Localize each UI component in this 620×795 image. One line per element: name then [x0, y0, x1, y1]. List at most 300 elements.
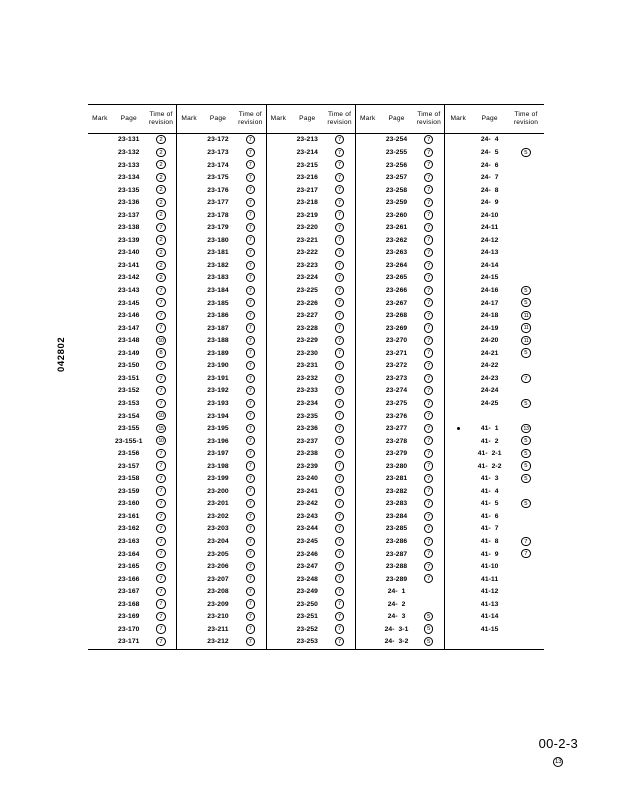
page-number-text: 23-228 [296, 324, 318, 332]
cell-mark [177, 536, 201, 549]
circled-revision-number: 11 [521, 336, 530, 345]
circled-revision-number: 7 [424, 386, 433, 395]
cell-mark [445, 260, 472, 273]
cell-time-of-revision [508, 210, 544, 223]
circled-revision-number: 8 [156, 348, 165, 357]
cell-time-of-revision [235, 511, 266, 524]
circled-revision-number: 7 [246, 160, 255, 169]
cell-time-of-revision [146, 624, 177, 637]
cell-mark [445, 448, 472, 461]
cell-mark [355, 360, 379, 373]
cell-time-of-revision [414, 523, 445, 536]
page-number-text: 23-231 [296, 362, 318, 370]
circled-revision-number: 7 [335, 386, 344, 395]
page-number-text: 23-200 [207, 487, 229, 495]
cell-page-number [290, 549, 324, 562]
cell-page-number [380, 536, 414, 549]
header-mark-3: Mark [266, 105, 290, 133]
cell-time-of-revision [235, 335, 266, 348]
cell-page-number [380, 398, 414, 411]
cell-time-of-revision [146, 599, 177, 612]
circled-revision-number: 7 [156, 486, 165, 495]
cell-page-number [201, 624, 235, 637]
table-row [88, 260, 544, 273]
circled-revision-number: 7 [156, 549, 165, 558]
circled-revision-number: 7 [424, 499, 433, 508]
page-number-text: 23-262 [385, 236, 408, 244]
page-number-text: 23-145 [118, 299, 140, 307]
header-page-4: Page [388, 115, 405, 123]
cell-mark [177, 134, 201, 147]
cell-page-number [201, 385, 235, 398]
cell-time-of-revision [146, 272, 177, 285]
cell-page-number [471, 147, 508, 160]
circled-revision-number: 7 [335, 311, 344, 320]
cell-time-of-revision [146, 260, 177, 273]
cell-mark [88, 272, 112, 285]
circled-revision-number: 7 [335, 336, 344, 345]
cell-time-of-revision [508, 436, 544, 449]
cell-time-of-revision [146, 561, 177, 574]
cell-time-of-revision [414, 160, 445, 173]
cell-time-of-revision [235, 448, 266, 461]
circled-revision-number: 7 [424, 210, 433, 219]
cell-time-of-revision [235, 298, 266, 311]
cell-page-number [380, 172, 414, 185]
page-number-text: 23-217 [296, 186, 318, 194]
margin-document-code: 042802 [56, 336, 67, 372]
cell-page-number [471, 260, 508, 273]
page-number-text: 23-209 [207, 600, 229, 608]
cell-time-of-revision [324, 536, 355, 549]
cell-page-number [201, 272, 235, 285]
page-number-text: 23-184 [207, 287, 229, 295]
cell-page-number [290, 636, 324, 649]
page-number-text: 23-133 [118, 161, 140, 169]
cell-page-number [380, 523, 414, 536]
cell-page-number [290, 498, 324, 511]
cell-time-of-revision [235, 411, 266, 424]
page-number-text: 23-222 [296, 249, 318, 257]
page-number-text: 23-287 [385, 550, 408, 558]
circled-revision-number: 2 [156, 198, 165, 207]
page-number-text: 23-149 [118, 349, 140, 357]
page-number-text: 23-234 [296, 399, 318, 407]
cell-page-number [471, 561, 508, 574]
cell-time-of-revision [146, 285, 177, 298]
cell-mark [266, 285, 290, 298]
page-number-text: 24- 9 [480, 199, 499, 207]
cell-mark [355, 448, 379, 461]
cell-time-of-revision [508, 197, 544, 210]
cell-mark [266, 335, 290, 348]
cell-page-number [290, 411, 324, 424]
cell-time-of-revision [324, 260, 355, 273]
page-number-text: 23-270 [385, 337, 408, 345]
cell-page-number [471, 172, 508, 185]
cell-mark [177, 385, 201, 398]
cell-page-number [380, 611, 414, 624]
cell-time-of-revision [414, 385, 445, 398]
circled-revision-number: 7 [246, 486, 255, 495]
cell-time-of-revision [508, 348, 544, 361]
cell-page-number [201, 134, 235, 147]
page-number-text: 23-213 [296, 136, 318, 144]
page-number-text: 23-259 [385, 199, 408, 207]
cell-page-number [201, 436, 235, 449]
cell-page-number [290, 210, 324, 223]
cell-page-number [290, 160, 324, 173]
circled-revision-number: 7 [246, 148, 255, 157]
cell-page-number [471, 222, 508, 235]
cell-page-number [201, 160, 235, 173]
cell-time-of-revision [508, 599, 544, 612]
cell-time-of-revision [414, 436, 445, 449]
page-number-text: 23-158 [118, 475, 140, 483]
header-mark-4: Mark [355, 105, 379, 133]
footer-revision-marker [539, 753, 578, 771]
table-row [88, 210, 544, 223]
page-number-text: 23-191 [207, 374, 229, 382]
cell-page-number [201, 210, 235, 223]
table-row [88, 586, 544, 599]
cell-mark [88, 222, 112, 235]
cell-page-number [471, 536, 508, 549]
cell-time-of-revision [324, 360, 355, 373]
cell-mark [445, 323, 472, 336]
cell-time-of-revision [414, 323, 445, 336]
cell-time-of-revision [324, 348, 355, 361]
cell-page-number [201, 498, 235, 511]
circled-revision-number: 7 [335, 549, 344, 558]
cell-page-number [380, 160, 414, 173]
cell-time-of-revision [508, 147, 544, 160]
cell-mark [88, 172, 112, 185]
cell-mark [88, 235, 112, 248]
circled-revision-number: 5 [521, 449, 530, 458]
cell-time-of-revision [508, 461, 544, 474]
cell-time-of-revision [508, 448, 544, 461]
cell-time-of-revision [235, 611, 266, 624]
circled-revision-number: 7 [335, 562, 344, 571]
table-row [88, 134, 544, 147]
header-revision-4 [414, 105, 445, 133]
circled-revision-number: 7 [246, 235, 255, 244]
circled-revision-number: 7 [156, 474, 165, 483]
circled-revision-number: 7 [424, 198, 433, 207]
page-number-text: 23-225 [296, 287, 318, 295]
cell-page-number [112, 335, 146, 348]
table-row [88, 285, 544, 298]
cell-time-of-revision [324, 310, 355, 323]
cell-time-of-revision [324, 373, 355, 386]
cell-mark [355, 147, 379, 160]
cell-mark [177, 235, 201, 248]
cell-time-of-revision [324, 210, 355, 223]
cell-page-number [380, 574, 414, 587]
table-row [88, 373, 544, 386]
cell-page-number [290, 222, 324, 235]
cell-mark [355, 549, 379, 562]
cell-page-number [380, 423, 414, 436]
page-number-text: 23-252 [296, 625, 318, 633]
cell-time-of-revision [324, 411, 355, 424]
cell-time-of-revision [146, 210, 177, 223]
cell-page-number [290, 247, 324, 260]
cell-page-number [112, 185, 146, 198]
cell-page-number [290, 147, 324, 160]
cell-page-number [290, 235, 324, 248]
circled-revision-number: 7 [246, 273, 255, 282]
cell-time-of-revision [146, 335, 177, 348]
cell-mark [355, 536, 379, 549]
circled-revision-number: 7 [335, 624, 344, 633]
effective-pages-body-table [88, 134, 544, 648]
header-revision-line2-5: revision [513, 119, 539, 127]
cell-mark [445, 285, 472, 298]
circled-revision-number: 7 [156, 637, 165, 646]
page-number-text: 23-199 [207, 475, 229, 483]
cell-page-number [112, 310, 146, 323]
circled-revision-number: 2 [156, 135, 165, 144]
cell-mark [266, 272, 290, 285]
cell-mark [88, 611, 112, 624]
cell-page-number [112, 398, 146, 411]
cell-page-number [290, 599, 324, 612]
cell-page-number [290, 373, 324, 386]
cell-time-of-revision [414, 134, 445, 147]
cell-page-number [112, 586, 146, 599]
page-number-text: 23-161 [118, 512, 140, 520]
table-row [88, 461, 544, 474]
page-number-text: 23-147 [118, 324, 140, 332]
table-row [88, 411, 544, 424]
cell-time-of-revision [508, 624, 544, 637]
cell-page-number [290, 448, 324, 461]
cell-mark [355, 210, 379, 223]
circled-revision-number: 7 [246, 612, 255, 621]
cell-mark [355, 197, 379, 210]
circled-revision-number: 7 [246, 286, 255, 295]
cell-mark [445, 461, 472, 474]
cell-time-of-revision [324, 511, 355, 524]
circled-revision-number: 7 [246, 348, 255, 357]
table-row [88, 298, 544, 311]
page-number-text: 23-192 [207, 387, 229, 395]
cell-mark [266, 360, 290, 373]
cell-mark [88, 197, 112, 210]
cell-time-of-revision [324, 285, 355, 298]
cell-page-number [290, 423, 324, 436]
circled-revision-number: 7 [156, 449, 165, 458]
page-number-text: 23-218 [296, 199, 318, 207]
cell-time-of-revision [324, 574, 355, 587]
cell-page-number [290, 398, 324, 411]
cell-page-number [380, 624, 414, 637]
cell-page-number [112, 436, 146, 449]
cell-mark [355, 636, 379, 649]
header-revision-line2-1: revision [148, 119, 174, 127]
cell-mark [88, 160, 112, 173]
cell-time-of-revision [414, 235, 445, 248]
cell-time-of-revision [146, 611, 177, 624]
cell-mark [355, 222, 379, 235]
footer-page-identifier: 00-2-3 [538, 736, 578, 751]
cell-page-number [201, 549, 235, 562]
page-number-text: 23-165 [118, 563, 140, 571]
circled-revision-number: 7 [335, 235, 344, 244]
cell-mark [445, 172, 472, 185]
cell-page-number [112, 385, 146, 398]
cell-mark [445, 310, 472, 323]
cell-time-of-revision [235, 310, 266, 323]
page-number-text: 23-208 [207, 588, 229, 596]
circled-revision-number: 7 [156, 499, 165, 508]
cell-time-of-revision [508, 411, 544, 424]
cell-page-number [112, 323, 146, 336]
cell-mark [88, 285, 112, 298]
cell-time-of-revision [414, 197, 445, 210]
page-number-text: 23-186 [207, 312, 229, 320]
page-number-text: 23-156 [118, 450, 140, 458]
circled-revision-number: 7 [246, 574, 255, 583]
cell-time-of-revision [508, 185, 544, 198]
cell-page-number [290, 310, 324, 323]
table-row [88, 536, 544, 549]
cell-time-of-revision [414, 360, 445, 373]
page-number-text: 23-168 [118, 600, 140, 608]
cell-page-number [201, 285, 235, 298]
header-page-3: Page [299, 115, 316, 123]
cell-mark [88, 210, 112, 223]
cell-mark [88, 461, 112, 474]
cell-mark [355, 411, 379, 424]
circled-revision-number: 7 [335, 298, 344, 307]
cell-page-number [290, 197, 324, 210]
circled-revision-number: 7 [335, 198, 344, 207]
cell-time-of-revision [146, 385, 177, 398]
page-number-text: 23-242 [296, 500, 318, 508]
cell-mark [88, 423, 112, 436]
cell-time-of-revision [235, 260, 266, 273]
cell-page-number [380, 134, 414, 147]
page-number-text: 23-251 [296, 613, 318, 621]
page-number-text: 23-227 [296, 312, 318, 320]
circled-revision-number: 7 [335, 348, 344, 357]
cell-page-number [112, 448, 146, 461]
cell-page-number [471, 247, 508, 260]
cell-mark [355, 285, 379, 298]
cell-page-number [112, 360, 146, 373]
cell-mark [88, 523, 112, 536]
circled-revision-number: 7 [246, 399, 255, 408]
cell-time-of-revision [324, 335, 355, 348]
cell-page-number [201, 411, 235, 424]
table-row [88, 323, 544, 336]
circled-revision-number: 7 [424, 323, 433, 332]
cell-mark [177, 323, 201, 336]
page-number-text: 23-141 [118, 261, 140, 269]
page-number-text: 23-151 [118, 374, 140, 382]
table-row [88, 360, 544, 373]
cell-page-number [201, 536, 235, 549]
cell-time-of-revision [235, 348, 266, 361]
cell-time-of-revision [324, 247, 355, 260]
cell-mark [177, 574, 201, 587]
cell-mark [177, 611, 201, 624]
cell-page-number [471, 486, 508, 499]
cell-page-number [380, 461, 414, 474]
page-number-text: 23-179 [207, 224, 229, 232]
cell-page-number [112, 549, 146, 562]
cell-page-number [201, 185, 235, 198]
cell-time-of-revision [146, 373, 177, 386]
page-number-text: 23-233 [296, 387, 318, 395]
header-revision-line1-2: Time of [238, 111, 262, 118]
cell-time-of-revision [324, 160, 355, 173]
circled-revision-number: 7 [335, 612, 344, 621]
table-row [88, 310, 544, 323]
cell-time-of-revision [414, 611, 445, 624]
page-number-text: 41- 9 [480, 550, 499, 558]
cell-page-number [290, 523, 324, 536]
cell-mark [266, 134, 290, 147]
table-row [88, 511, 544, 524]
cell-mark [266, 448, 290, 461]
cell-mark [445, 385, 472, 398]
cell-time-of-revision [146, 235, 177, 248]
cell-time-of-revision [146, 473, 177, 486]
cell-time-of-revision [508, 511, 544, 524]
cell-mark [355, 335, 379, 348]
cell-time-of-revision [146, 461, 177, 474]
cell-page-number [112, 624, 146, 637]
cell-mark [355, 298, 379, 311]
circled-revision-number: 7 [335, 486, 344, 495]
page-number-text: 23-272 [385, 362, 408, 370]
page-number-text: 23-263 [385, 249, 408, 257]
cell-mark [355, 134, 379, 147]
circled-revision-number: 7 [424, 449, 433, 458]
cell-time-of-revision [235, 498, 266, 511]
page-number-text: 41- 4 [480, 487, 499, 495]
cell-mark [266, 235, 290, 248]
cell-page-number [380, 561, 414, 574]
cell-time-of-revision [324, 398, 355, 411]
cell-time-of-revision [235, 222, 266, 235]
page-number-text: 23-240 [296, 475, 318, 483]
page-number-text: 41-14 [480, 613, 499, 621]
circled-revision-number: 7 [246, 248, 255, 257]
page-number-text: 23-277 [385, 425, 408, 433]
cell-page-number [380, 335, 414, 348]
circled-revision-number: 11 [521, 323, 530, 332]
cell-page-number [380, 285, 414, 298]
circled-revision-number: 7 [246, 461, 255, 470]
header-mark-2: Mark [177, 105, 201, 133]
page-number-text: 24-15 [480, 274, 499, 282]
cell-page-number [380, 373, 414, 386]
cell-page-number [380, 260, 414, 273]
cell-mark [355, 586, 379, 599]
cell-time-of-revision [324, 461, 355, 474]
cell-time-of-revision [414, 461, 445, 474]
circled-revision-number: 7 [156, 524, 165, 533]
cell-page-number [380, 486, 414, 499]
page-number-text: 23-285 [385, 525, 408, 533]
cell-mark [355, 611, 379, 624]
cell-page-number [471, 298, 508, 311]
